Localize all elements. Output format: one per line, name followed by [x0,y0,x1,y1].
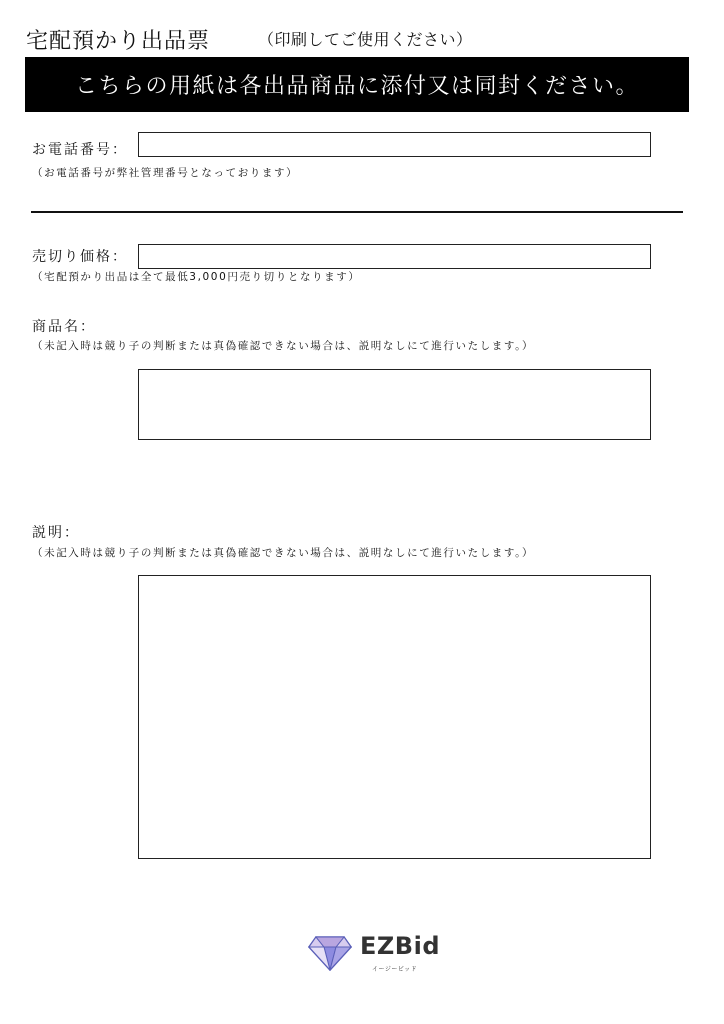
product-name-field[interactable] [138,369,651,440]
description-label: 説明： [32,525,80,541]
product-name-note: （未記入時は競り子の判断または真偽確認できない場合は、説明なしにて進行いたします。） [32,340,535,352]
diamond-icon [308,935,352,971]
description-field[interactable] [138,575,651,859]
price-field[interactable] [138,244,651,269]
product-name-label: 商品名： [32,319,96,335]
instruction-banner [25,57,689,112]
section-divider [31,211,683,213]
price-note: （宅配預かり出品は全て最低3,000円売り切りとなります） [32,271,361,283]
phone-field[interactable] [138,132,651,157]
form-subtitle: （印刷してご使用ください） [258,30,473,49]
ezbid-logo [308,930,438,978]
phone-label: お電話番号： [32,142,128,158]
description-note: （未記入時は競り子の判断または真偽確認できない場合は、説明なしにて進行いたします。） [32,547,535,559]
logo-name: EZBid [360,932,440,960]
form-title: 宅配預かり出品票 [26,29,211,54]
price-label: 売切り価格： [32,249,128,265]
phone-note: （お電話番号が弊社管理番号となっております） [32,167,299,179]
instruction-banner-text: こちらの用紙は各出品商品に添付又は同封ください。 [74,74,639,99]
logo-reading: イージービッド [372,966,418,973]
